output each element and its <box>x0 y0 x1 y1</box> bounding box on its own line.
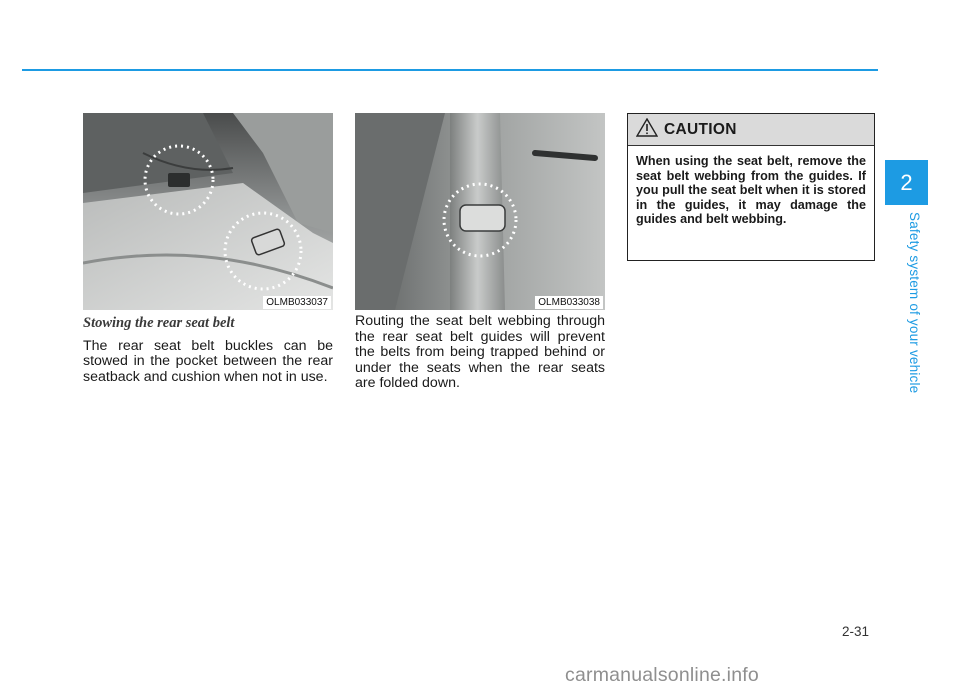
buckle-photo <box>83 113 333 310</box>
caution-header <box>628 114 874 146</box>
figure-code: OLMB033038 <box>535 296 603 309</box>
figure-seat-belt-guide <box>355 113 605 310</box>
caution-text: When using the seat belt, remove the seat belt webbing from the guides. If you pull the seat belt when it is stored in the guides, it may damage the guides and belt webbing. <box>636 154 866 227</box>
routing-section <box>355 314 605 392</box>
chapter-title: Safety system of your vehicle <box>907 212 922 394</box>
header-rule <box>22 69 878 71</box>
section-body: The rear seat belt buckles can be stowed in the pocket between the rear seatback and cushion when not in use. <box>83 337 333 385</box>
figure-code: OLMB033037 <box>263 296 331 309</box>
warning-triangle-icon <box>636 118 658 142</box>
caution-box <box>627 113 875 261</box>
caution-title: CAUTION <box>664 120 737 138</box>
stowing-section <box>83 316 333 385</box>
watermark: carmanualsonline.info <box>565 664 759 686</box>
chapter-number: 2 <box>900 169 913 195</box>
figure-rear-seat-buckles <box>83 113 333 310</box>
chapter-tab <box>885 160 928 205</box>
page-number: 2-31 <box>842 624 870 639</box>
guide-photo <box>355 113 605 310</box>
section-heading: Stowing the rear seat belt <box>83 315 235 331</box>
section-body: Routing the seat belt webbing through the rear seat belt guides will prevent the belts from being trapped behind or under the seats when the rear seats are folded down. <box>355 313 605 391</box>
